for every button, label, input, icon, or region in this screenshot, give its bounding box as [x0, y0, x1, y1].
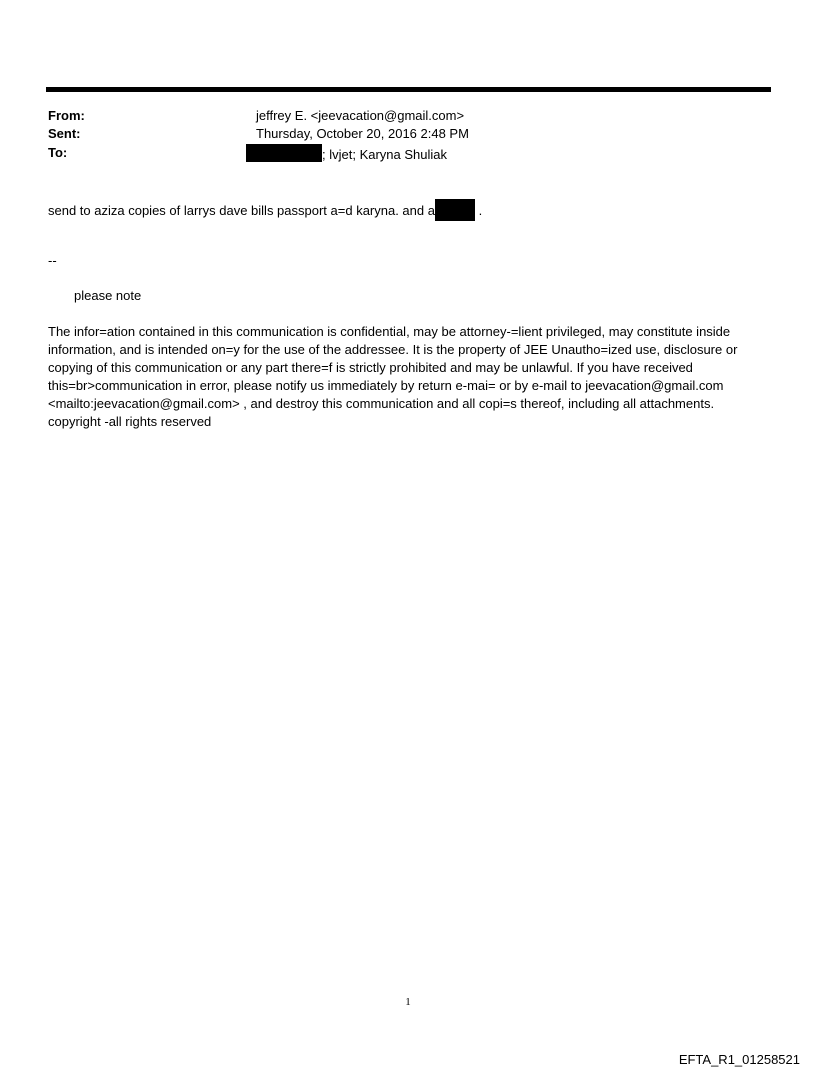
message-line: [48, 199, 482, 221]
signature-separator: --: [48, 253, 57, 268]
redaction-block: [246, 144, 322, 162]
sent-label: Sent:: [48, 126, 81, 141]
please-note: please note: [74, 288, 142, 303]
message-end: .: [474, 203, 483, 218]
redaction-block: [435, 199, 475, 221]
from-label: From:: [48, 108, 85, 123]
disclaimer-line: this=br>communication in error, please notify us immediately by return e-mai= or by e-mail to jeevacation@gmail.com: [48, 378, 724, 393]
disclaimer-line: <mailto:jeevacation@gmail.com> , and destroy this communication and all copi=s thereof, including all attachments.: [48, 396, 715, 411]
to-label: To:: [48, 145, 68, 160]
bates-number: EFTA_R1_01258521: [678, 1052, 800, 1067]
sent-value: Thursday, October 20, 2016 2:48 PM: [256, 126, 469, 141]
from-value: jeffrey E. <jeevacation@gmail.com>: [256, 108, 465, 123]
header-divider: [46, 87, 771, 92]
to-recipients: ; lvjet; Karyna Shuliak: [322, 147, 448, 162]
confidentiality-disclaimer: [48, 323, 773, 431]
disclaimer-line: copyright -all rights reserved: [48, 414, 212, 429]
to-value: [246, 144, 447, 163]
disclaimer-line: information, and is intended on=y for the use of the addressee. It is the property of JEE Unautho=ized use, disclosure or: [48, 342, 738, 357]
disclaimer-line: The infor=ation contained in this communication is confidential, may be attorney-=lient privileged, may constitute inside: [48, 324, 731, 339]
message-text: send to aziza copies of larrys dave bills passport a=d karyna. and a: [48, 203, 435, 218]
disclaimer-line: copying of this communication or any part there=f is strictly prohibited and may be unlawful. If you have received: [48, 360, 693, 375]
page-number: 1: [405, 996, 411, 1008]
